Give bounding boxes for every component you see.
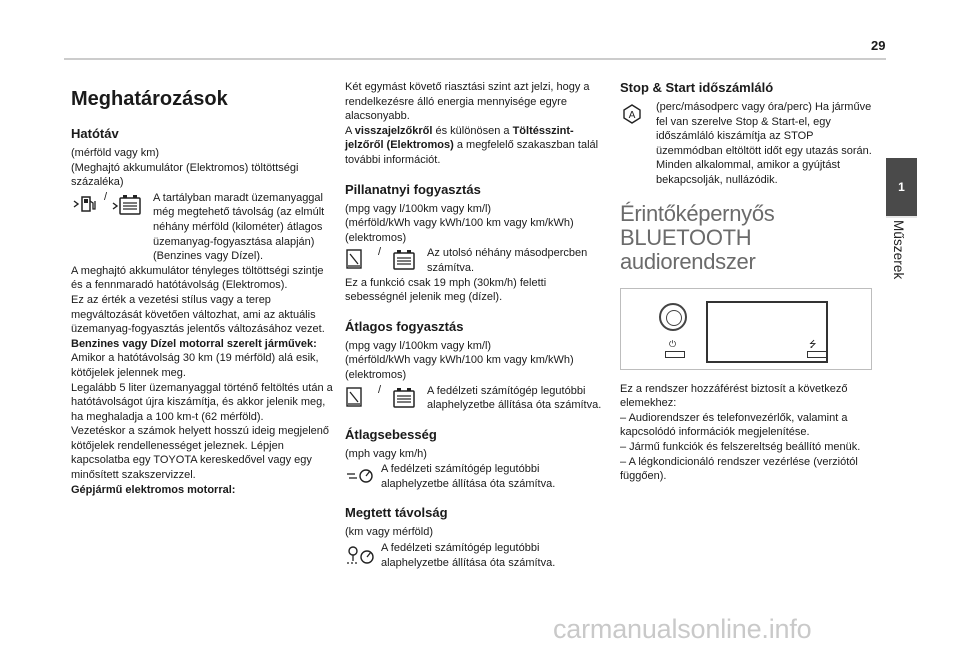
icon-separator: /	[378, 383, 382, 396]
battery-consumption-icon	[384, 248, 418, 272]
watermark: carmanualsonline.info	[553, 614, 812, 644]
page-title: Meghatározások	[71, 88, 228, 110]
range-battery-note: (Meghajtó akkumulátor (Elektromos) töltöttségi százaléka)	[71, 161, 299, 189]
range-variation-note: Ez az érték a vezetési stílus vagy a terep megváltozását követően változhat, ami az aktuális üzemanyag-fogyasztás jelentős változásához vezet.	[71, 293, 325, 336]
instant-consumption-heading: Pillanatnyi fogyasztás	[345, 181, 481, 197]
bluetooth-intro: Ez a rendszer hozzáférést biztosít a következő elemekhez:	[620, 382, 848, 410]
diesel-heading: Benzines vagy Dízel motorral szerelt járművek:	[71, 337, 317, 350]
bluetooth-item-climate: – A légkondicionáló rendszer vezérlése (verziótól függően).	[620, 455, 858, 483]
average-description: A fedélzeti számítógép legutóbbi alaphelyzetbe állítása óta számítva.	[427, 384, 602, 412]
chapter-label: Műszerek	[891, 220, 906, 280]
range-electric-note: A meghajtó akkumulátor tényleges töltöttségi szintje és a fennmaradó hatótávolság (Elektromos).	[71, 264, 324, 292]
electric-heading: Gépjármű elektromos motorral:	[71, 483, 236, 496]
chapter-tab-divider	[886, 216, 917, 218]
average-icon-row	[345, 384, 602, 413]
stop-start-description: (perc/másodperc vagy óra/perc) Ha járműve fel van szerelve Stop & Start-el, egy időszámláló kiszámítja az STOP üzemmódban eltöltött időt egy utazás során. Minden alkalommal, amikor a gyújtást bekapcsolják, nullázódik.	[656, 101, 872, 186]
header-rule	[64, 58, 886, 60]
diesel-note-2: Legalább 5 liter üzemanyaggal történő feltöltés után a hatótávolságot újra kiszámítja, és akkor jelenik meg, ha meghaladja a 100 km-t (62 mérföld).	[71, 381, 333, 423]
fuel-average-icon	[345, 386, 375, 410]
touchscreen-illustration	[620, 288, 872, 370]
average-speed-icon	[345, 464, 377, 486]
battery-average-icon	[384, 386, 418, 410]
bluetooth-item-vehicle: – Jármű funkciók és felszereltség beállító menük.	[620, 440, 861, 453]
diesel-note-3: Vezetéskor a számok helyett hosszú ideig megjelenő kötőjelek rendellenességet jeleznek. Lépjen kapcsolatba egy TOYOTA kereskedővel vagy egy minősített szakszervizzel.	[71, 425, 330, 482]
distance-units: (km vagy mérföld)	[345, 526, 434, 539]
distance-heading: Megtett távolság	[345, 505, 448, 521]
column-1	[71, 80, 333, 497]
column-3	[620, 80, 872, 484]
column-2	[345, 80, 602, 570]
bluetooth-heading: Érintőképernyős BLUETOOTH audiorendszer	[620, 200, 775, 274]
instant-units-fuel: (mpg vagy l/100km vagy km/l)	[345, 202, 492, 215]
average-speed-units: (mph vagy km/h)	[345, 447, 427, 460]
instant-speed-note: Ez a funkció csak 19 mph (30km/h) feletti sebességnél jelenik meg (dízel).	[345, 276, 547, 304]
battery-range-icon	[110, 193, 144, 217]
icon-separator: /	[378, 246, 382, 259]
bluetooth-item-audio: – Audiorendszer és telefonvezérlők, valamint a kapcsolódó információk megjelenítése.	[620, 411, 848, 439]
distance-icon-row	[345, 541, 602, 570]
diesel-note-1: Amikor a hatótávolság 30 km (19 mérföld) alá esik, kötőjelek jelennek meg.	[71, 352, 319, 379]
distance-icon	[345, 543, 377, 567]
usb-port	[807, 351, 827, 358]
usb-icon: ⭍	[809, 338, 817, 349]
alert-levels-note: Két egymást követő riasztási szint azt jelzi, hogy a rendelkezésre álló energia mennyisége egyre alacsonyabb.	[345, 81, 590, 123]
distance-description: A fedélzeti számítógép legutóbbi alaphelyzetbe állítása óta számítva.	[381, 542, 556, 569]
indicator-reference: A visszajelzőkről és különösen a Töltésszint-jelzőről (Elektromos) a megfelelő szakaszban talál további információt.	[345, 124, 599, 166]
average-speed-icon-row	[345, 462, 602, 491]
instant-description: Az utolsó néhány másodpercben számítva.	[427, 247, 588, 274]
power-icon: ⏻	[669, 338, 677, 349]
range-units: (mérföld vagy km)	[71, 147, 160, 159]
stop-start-icon	[620, 102, 644, 126]
fuel-pump-icon	[71, 193, 101, 215]
page-number: 29	[871, 38, 886, 53]
fuel-gauge-icon	[345, 248, 375, 272]
svg-text:A: A	[628, 110, 636, 121]
average-speed-description: A fedélzeti számítógép legutóbbi alaphelyzetbe állítása óta számítva.	[381, 463, 556, 490]
chapter-tab[interactable]: 1	[886, 158, 917, 216]
average-units-fuel: (mpg vagy l/100km vagy km/l)	[345, 339, 492, 352]
instant-icon-row	[345, 246, 602, 275]
average-consumption-heading: Átlagos fogyasztás	[345, 318, 464, 334]
stop-start-icon-row	[620, 100, 872, 188]
average-units-electric: (mérföld/kWh vagy kWh/100 km vagy km/kWh) (elektromos)	[345, 354, 574, 381]
average-speed-heading: Átlagsebesség	[345, 426, 437, 442]
icon-separator: /	[104, 190, 108, 203]
stop-start-heading: Stop & Start időszámláló	[620, 80, 774, 95]
range-heading: Hatótáv	[71, 126, 119, 141]
volume-knob	[659, 303, 687, 331]
instant-units-electric: (mérföld/kWh vagy kWh/100 km vagy km/kWh) (elektromos)	[345, 217, 574, 244]
range-description: A tartályban maradt üzemanyaggal még megtehető távolság (az elmúlt néhány mérföld (kilométer) átlagos üzemanyag-fogyasztása alapján) (Benzines vagy Dízel).	[153, 191, 325, 263]
range-icon-row	[71, 191, 333, 264]
power-button	[665, 351, 685, 358]
